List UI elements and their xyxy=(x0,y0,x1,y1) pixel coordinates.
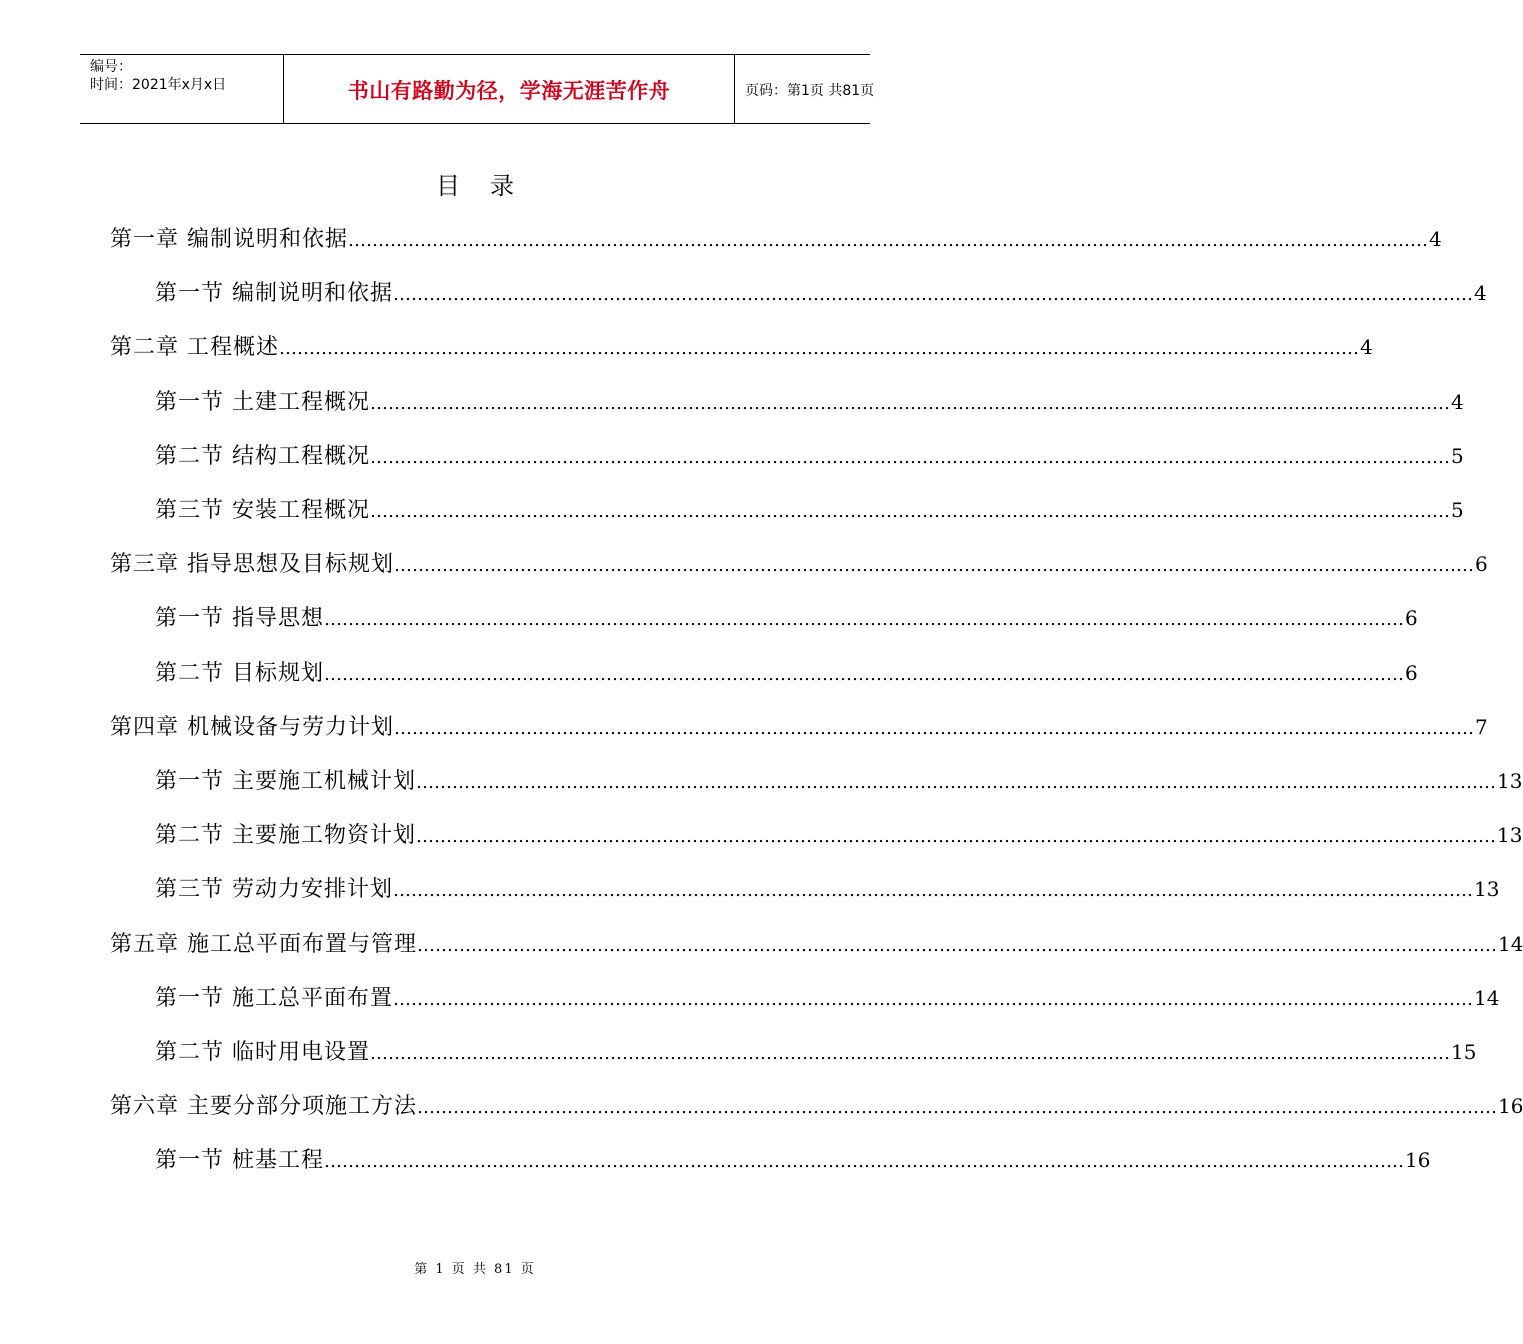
toc-entry-page: 4 xyxy=(1429,227,1442,251)
toc-entry-label: 第一节 桩基工程 xyxy=(155,1148,324,1173)
toc-entry[interactable] xyxy=(110,547,1488,577)
toc-entry-label: 第一节 土建工程概况 xyxy=(155,390,370,415)
toc-entry-page: 16 xyxy=(1498,1094,1523,1118)
toc-entry[interactable] xyxy=(155,385,1464,415)
toc-entry[interactable] xyxy=(155,493,1464,523)
toc-leader-dots: ……………………………………………………………………………………………………………………………………………………………… xyxy=(370,393,1450,414)
toc-entry-label: 第三章 指导思想及目标规划 xyxy=(110,552,394,577)
toc-entry-label: 第三节 劳动力安排计划 xyxy=(155,877,393,902)
toc-entry-label: 第二节 目标规划 xyxy=(155,661,324,686)
toc-entry-label: 第五章 施工总平面布置与管理 xyxy=(110,932,417,957)
toc-entry-page: 13 xyxy=(1497,823,1523,847)
toc-entry[interactable] xyxy=(110,927,1523,957)
toc-leader-dots: ……………………………………………………………………………………………………………………………………………………………… xyxy=(393,880,1473,901)
toc-leader-dots: ……………………………………………………………………………………………………………………………………………………………… xyxy=(417,1097,1497,1118)
toc-entry[interactable] xyxy=(155,981,1500,1011)
header-motto: 书山有路勤为径，学海无涯苦作舟 xyxy=(347,79,671,103)
toc-entry-page: 5 xyxy=(1451,444,1464,468)
toc-leader-dots: ……………………………………………………………………………………………………………………………………………………………… xyxy=(393,989,1473,1010)
toc-entry[interactable] xyxy=(155,872,1500,902)
toc-entry-label: 第二章 工程概述 xyxy=(110,335,279,360)
toc-entry-label: 第一章 编制说明和依据 xyxy=(110,227,348,252)
page-header xyxy=(80,54,875,124)
toc-entry[interactable] xyxy=(155,818,1523,848)
header-left-cell xyxy=(80,55,283,123)
toc-entry[interactable] xyxy=(155,439,1464,469)
toc-entry[interactable] xyxy=(110,1089,1523,1119)
toc-entry[interactable] xyxy=(155,656,1418,686)
toc-leader-dots: ……………………………………………………………………………………………………………………………………………………………… xyxy=(417,935,1497,956)
toc-leader-dots: ……………………………………………………………………………………………………………………………………………………………… xyxy=(394,718,1474,739)
toc-leader-dots: ……………………………………………………………………………………………………………………………………………………………… xyxy=(370,447,1450,468)
toc-entry-page: 5 xyxy=(1451,498,1464,522)
toc-entry-page: 6 xyxy=(1405,606,1418,630)
page-footer: 第 1 页 共 81 页 xyxy=(414,1262,536,1277)
toc-leader-dots: ……………………………………………………………………………………………………………………………………………………………… xyxy=(416,826,1496,847)
toc-entry-label: 第一节 施工总平面布置 xyxy=(155,986,393,1011)
toc-entry[interactable] xyxy=(155,601,1418,631)
toc-leader-dots: ……………………………………………………………………………………………………………………………………………………………… xyxy=(324,609,1404,630)
toc-leader-dots: ……………………………………………………………………………………………………………………………………………………………… xyxy=(279,338,1359,359)
toc-leader-dots: ……………………………………………………………………………………………………………………………………………………………… xyxy=(393,284,1473,305)
toc-entry[interactable] xyxy=(155,1143,1431,1173)
header-page-cell xyxy=(735,55,875,123)
toc-entry-page: 6 xyxy=(1475,552,1488,576)
toc-entry-label: 第三节 安装工程概况 xyxy=(155,498,370,523)
toc-entry-label: 第一节 主要施工机械计划 xyxy=(155,769,416,794)
toc-leader-dots: ……………………………………………………………………………………………………………………………………………………………… xyxy=(348,230,1428,251)
document-number-label: 编号： xyxy=(90,59,132,75)
toc-entry-page: 6 xyxy=(1405,661,1418,685)
toc-entry-page: 15 xyxy=(1451,1040,1477,1064)
toc-entry-label: 第二节 主要施工物资计划 xyxy=(155,823,416,848)
header-motto-cell xyxy=(283,55,735,123)
toc-title: 目录 xyxy=(436,172,544,200)
toc-entry-page: 4 xyxy=(1360,335,1373,359)
toc-entry-label: 第四章 机械设备与劳力计划 xyxy=(110,715,394,740)
toc-entry[interactable] xyxy=(155,764,1523,794)
toc-entry-page: 16 xyxy=(1405,1148,1431,1172)
toc-entry-label: 第一节 编制说明和依据 xyxy=(155,281,393,306)
toc-entry-page: 14 xyxy=(1474,986,1500,1010)
toc-entry-page: 4 xyxy=(1474,281,1487,305)
toc-leader-dots: ……………………………………………………………………………………………………………………………………………………………… xyxy=(416,772,1496,793)
toc-entry-page: 7 xyxy=(1475,715,1488,739)
toc-leader-dots: ……………………………………………………………………………………………………………………………………………………………… xyxy=(370,1043,1450,1064)
toc-leader-dots: ……………………………………………………………………………………………………………………………………………………………… xyxy=(324,1151,1404,1172)
toc-entry[interactable] xyxy=(155,276,1487,306)
toc-entry-label: 第二节 结构工程概况 xyxy=(155,444,370,469)
toc-entry[interactable] xyxy=(110,710,1488,740)
toc-entry-page: 14 xyxy=(1498,932,1523,956)
header-page-info: 页码：第1页 共81页 xyxy=(745,83,875,99)
toc-entry-page: 13 xyxy=(1474,877,1500,901)
toc-leader-dots: ……………………………………………………………………………………………………………………………………………………………… xyxy=(394,555,1474,576)
toc-entry-label: 第一节 指导思想 xyxy=(155,606,324,631)
toc-leader-dots: ……………………………………………………………………………………………………………………………………………………………… xyxy=(324,664,1404,685)
toc-entry[interactable] xyxy=(110,330,1373,360)
toc-entry-label: 第六章 主要分部分项施工方法 xyxy=(110,1094,417,1119)
toc-entry-label: 第二节 临时用电设置 xyxy=(155,1040,370,1065)
toc-entry[interactable] xyxy=(110,222,1442,252)
toc-entry[interactable] xyxy=(155,1035,1477,1065)
toc-leader-dots: ……………………………………………………………………………………………………………………………………………………………… xyxy=(370,501,1450,522)
toc-entry-page: 4 xyxy=(1451,390,1464,414)
toc-entry-page: 13 xyxy=(1497,769,1523,793)
document-time-label: 时间：2021年x月x日 xyxy=(90,77,227,93)
